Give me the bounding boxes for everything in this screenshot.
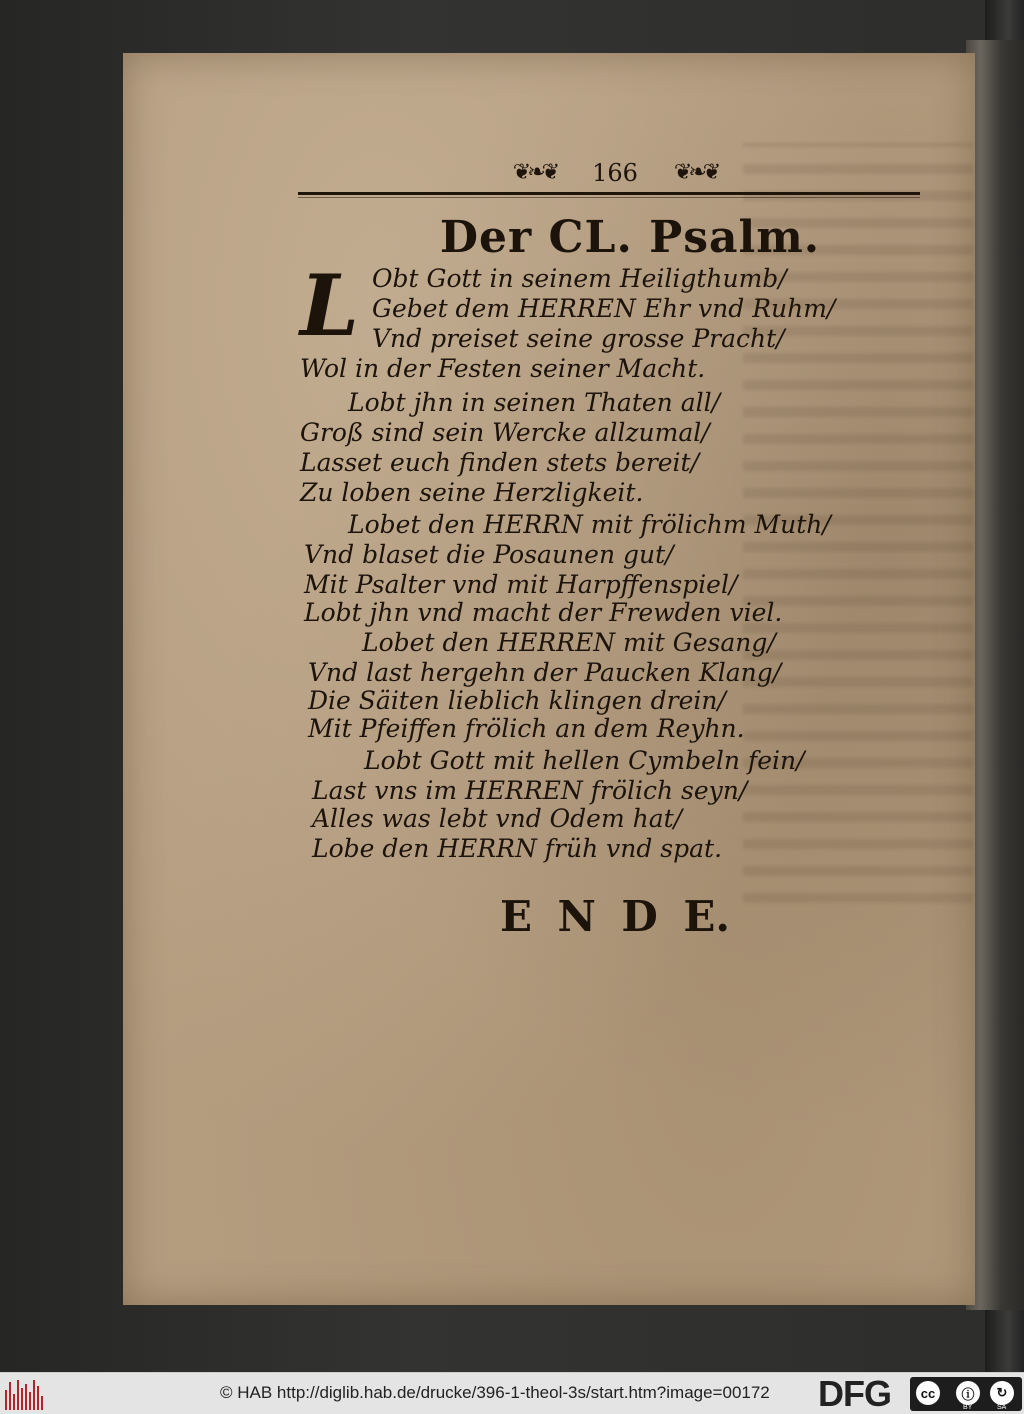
- verse-line: Lobe den HERRN früh vnd spat.: [312, 834, 723, 863]
- fleuron-right-icon: ❦❧❦: [673, 160, 718, 185]
- ende-colophon: [500, 892, 730, 941]
- sa-label: SA: [997, 1404, 1007, 1411]
- verse-line: Lobt jhn in seinen Thaten all/: [348, 388, 721, 417]
- verse-line: Gebet dem HERREN Ehr vnd Ruhm/: [372, 294, 836, 323]
- ende-letter: N: [557, 892, 596, 941]
- by-label: BY: [963, 1404, 973, 1411]
- verse-line: Vnd preiset seine grosse Pracht/: [372, 324, 785, 353]
- verse-line: Vnd blaset die Posaunen gut/: [304, 540, 674, 569]
- cc-license-badge[interactable]: [910, 1377, 1022, 1411]
- verse-line: Die Säiten lieblich klingen drein/: [308, 686, 726, 715]
- ende-letter: D: [621, 892, 658, 941]
- verse-line: Last vns im HERREN frölich seyn/: [312, 776, 748, 805]
- psalm-title: Der CL. Psalm.: [439, 212, 821, 263]
- header-rule: [298, 192, 920, 195]
- footer-bar: [0, 1372, 1024, 1414]
- header-rule-thin: [298, 197, 920, 198]
- verse-line: Groß sind sein Wercke allzumal/: [300, 418, 710, 447]
- verse-line: Vnd last hergehn der Paucken Klang/: [308, 658, 782, 687]
- verse-line: Lobet den HERRN mit frölichm Muth/: [348, 510, 831, 539]
- verse-line: Obt Gott in seinem Heiligthumb/: [372, 264, 787, 293]
- footer-url-link[interactable]: © HAB http://diglib.hab.de/drucke/396-1-theol-3s/start.htm?image=00172: [220, 1383, 770, 1402]
- verse-line: Mit Psalter vnd mit Harpffenspiel/: [304, 570, 738, 599]
- cc-icon: cc: [916, 1381, 940, 1405]
- share-alike-icon: ↻: [990, 1381, 1014, 1405]
- verse-line: Lobt jhn vnd macht der Frewden viel.: [304, 598, 783, 627]
- hab-logo-icon[interactable]: [5, 1377, 47, 1410]
- verse-line: Alles was lebt vnd Odem hat/: [312, 804, 683, 833]
- verse-line: Wol in der Festen seiner Macht.: [300, 354, 706, 383]
- fleuron-left-icon: ❦❧❦: [512, 160, 557, 185]
- ende-letter: E: [500, 892, 533, 941]
- verse-line: Lobet den HERREN mit Gesang/: [362, 628, 776, 657]
- ende-letter: E.: [683, 892, 730, 941]
- drop-capital: L: [300, 256, 360, 355]
- verse-line: Mit Pfeiffen frölich an dem Reyhn.: [308, 714, 745, 743]
- page-header: [480, 158, 750, 188]
- dfg-logo[interactable]: DFG: [818, 1373, 891, 1414]
- verse-line: Zu loben seine Herzligkeit.: [300, 478, 644, 507]
- page-number: 166: [592, 159, 638, 187]
- by-attribution-icon: ⓘ: [956, 1381, 980, 1405]
- verse-line: Lasset euch finden stets bereit/: [300, 448, 700, 477]
- verse-line: Lobt Gott mit hellen Cymbeln fein/: [364, 746, 805, 775]
